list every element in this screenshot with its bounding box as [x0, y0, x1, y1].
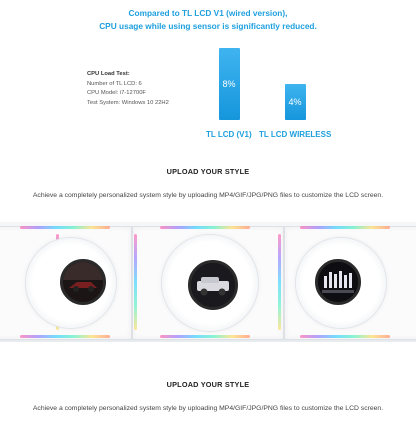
cpu-load-test-info	[87, 70, 169, 108]
test-line-system: Test System: Windows 10 22H2	[87, 99, 169, 106]
section-title-1: UPLOAD YOUR STYLE	[166, 167, 250, 176]
rgb-glow-top-center	[160, 226, 250, 229]
lcd-screen-right	[315, 259, 361, 305]
section-title-2: UPLOAD YOUR STYLE	[166, 380, 250, 389]
headline-line-1: Compared to TL LCD V1 (wired version),	[128, 8, 288, 18]
rgb-glow-bottom-left	[20, 335, 110, 338]
test-line-lcd-count: Number of TL LCD: 6	[87, 80, 142, 87]
fan-product-image	[0, 222, 416, 342]
headline-line-2: CPU usage while using sensor is significantly reduced.	[99, 21, 317, 31]
lcd-screen-center	[188, 260, 238, 310]
cpu-load-test-title: CPU Load Test:	[87, 71, 130, 77]
headline	[0, 7, 416, 33]
rgb-glow-bottom-right	[300, 335, 390, 338]
bar-2: 4%	[285, 84, 306, 120]
bar-category-label-1: TL LCD (V1)	[206, 130, 252, 139]
section-desc-2: Achieve a completely personalized system style by uploading MP4/GIF/JPG/PNG files to customize the LCD screen.	[32, 405, 384, 412]
lcd-screen-left	[60, 259, 106, 305]
rgb-glow-top-right	[300, 226, 390, 229]
rgb-glow-top-left	[20, 226, 110, 229]
section-desc-1: Achieve a completely personalized system style by uploading MP4/GIF/JPG/PNG files to customize the LCD screen.	[32, 192, 384, 199]
rgb-glow-side-center-right	[278, 234, 281, 330]
test-line-cpu-model: CPU Model: i7-12700F	[87, 90, 146, 96]
rgb-glow-side-center-left	[134, 234, 137, 330]
bar-1: 8%	[219, 48, 240, 120]
rgb-glow-bottom-center	[160, 335, 250, 338]
bar-category-label-2: TL LCD WIRELESS	[259, 130, 332, 139]
